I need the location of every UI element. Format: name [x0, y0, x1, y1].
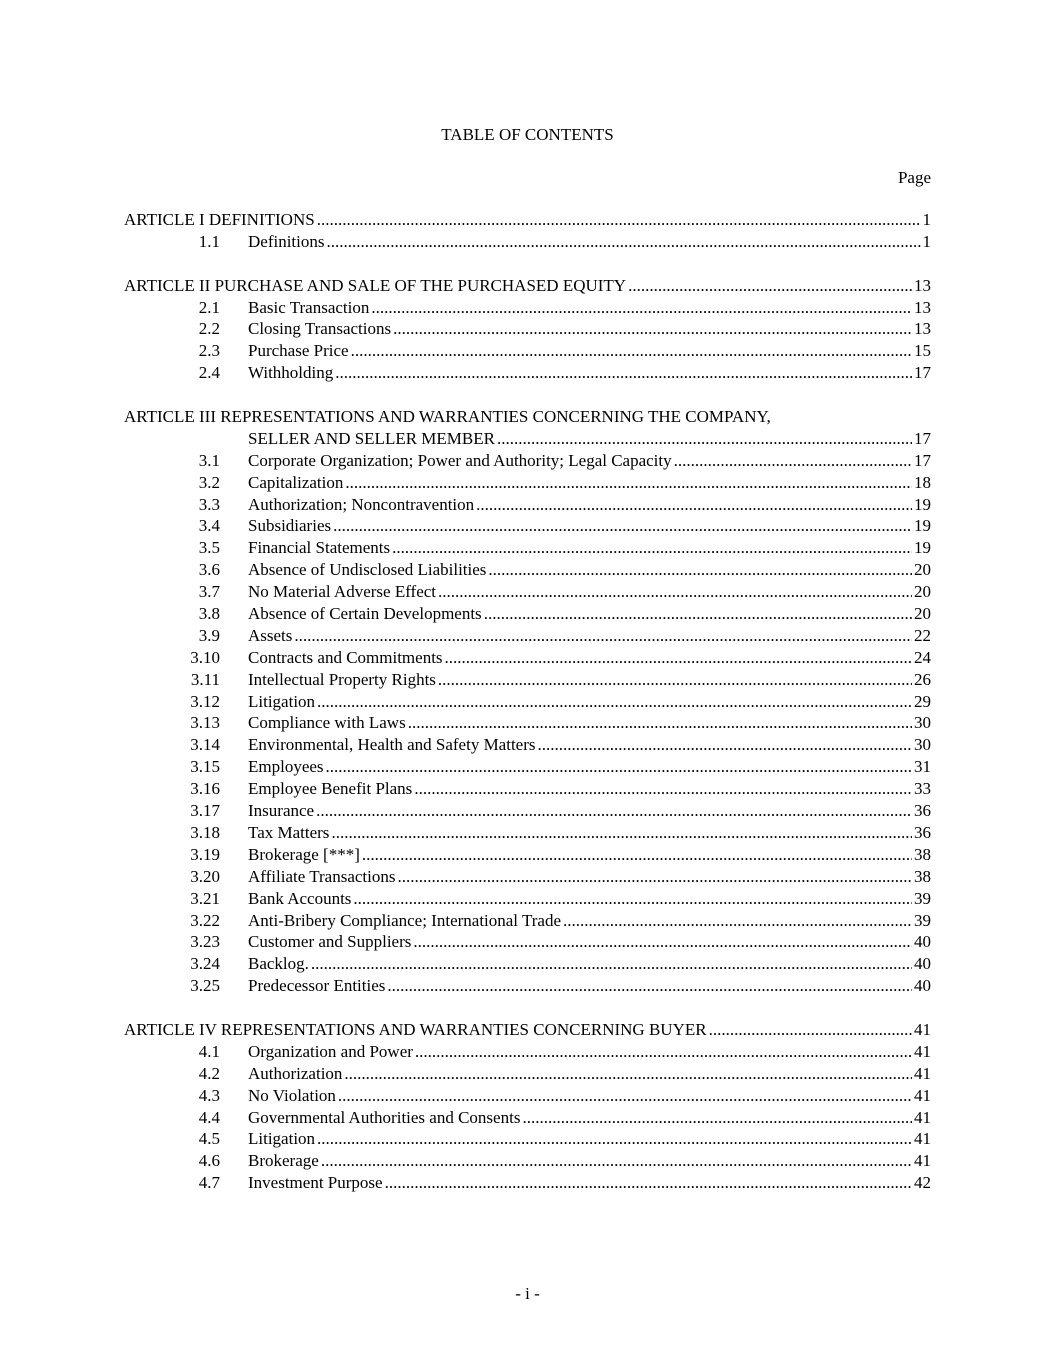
- toc-section[interactable]: [124, 297, 931, 319]
- section-number: 3.6: [198, 560, 220, 580]
- article-heading-continued: SELLER AND SELLER MEMBER: [248, 428, 495, 448]
- toc-section[interactable]: [124, 647, 931, 669]
- toc-section[interactable]: [124, 1172, 931, 1194]
- section-number: 3.14: [190, 735, 220, 755]
- page-footer: - i -: [515, 1284, 540, 1303]
- section-title: Customer and Suppliers: [248, 932, 412, 952]
- dot-leader: [438, 581, 912, 603]
- page-number: 41: [914, 1063, 931, 1083]
- section-title: Affiliate Transactions: [248, 866, 396, 886]
- dot-leader: [331, 822, 912, 844]
- toc-section[interactable]: [124, 318, 931, 340]
- toc-section[interactable]: [124, 231, 931, 253]
- section-title: Litigation: [248, 1129, 316, 1149]
- page-number: 30: [914, 713, 931, 733]
- dot-leader: [338, 1085, 912, 1107]
- toc-section[interactable]: [124, 756, 931, 778]
- dot-leader: [317, 691, 912, 713]
- dot-leader: [351, 340, 912, 362]
- page-number: 41: [914, 1107, 931, 1127]
- dot-leader: [326, 756, 912, 778]
- section-number: 3.12: [190, 691, 220, 711]
- dot-leader: [345, 472, 912, 494]
- toc-section[interactable]: [124, 866, 931, 888]
- section-number: 3.22: [190, 910, 220, 930]
- toc-section[interactable]: [124, 822, 931, 844]
- page-number: 13: [914, 297, 931, 317]
- dot-leader: [344, 1063, 912, 1085]
- page-number: 19: [914, 494, 931, 514]
- section-number: 3.7: [198, 582, 220, 602]
- toc-section[interactable]: [124, 953, 931, 975]
- section-number: 4.4: [198, 1107, 220, 1127]
- section-number: 1.1: [198, 231, 220, 251]
- page-column-label: Page: [897, 168, 931, 187]
- dot-leader: [321, 1150, 912, 1172]
- section-number: 2.4: [198, 363, 220, 383]
- dot-leader: [387, 975, 912, 997]
- section-title: Litigation: [248, 691, 316, 711]
- toc-section[interactable]: [124, 340, 931, 362]
- page-number: 39: [914, 888, 931, 908]
- toc-section[interactable]: [124, 888, 931, 910]
- page-number: 31: [914, 757, 931, 777]
- page-number: 20: [914, 560, 931, 580]
- section-number: 2.3: [198, 341, 220, 361]
- dot-leader: [385, 1172, 912, 1194]
- page-number: 13: [914, 319, 931, 339]
- toc-section[interactable]: [124, 778, 931, 800]
- page-number: 30: [914, 735, 931, 755]
- page-number: 15: [914, 341, 931, 361]
- dot-leader: [317, 1128, 912, 1150]
- section-number: 3.18: [190, 822, 220, 842]
- section-number: 4.1: [198, 1041, 220, 1061]
- page-number: 39: [914, 910, 931, 930]
- section-number: 3.3: [198, 494, 220, 514]
- dot-leader: [371, 297, 912, 319]
- page-number: 1: [922, 231, 931, 251]
- section-number: 2.2: [198, 319, 220, 339]
- section-title: Purchase Price: [248, 341, 349, 361]
- dot-leader: [709, 1019, 912, 1041]
- page-number: 24: [914, 647, 931, 667]
- section-title: Corporate Organization; Power and Authority; Legal Capacity: [248, 450, 672, 470]
- section-number: 3.20: [190, 866, 220, 886]
- section-title: Authorization: [248, 1063, 343, 1083]
- toc-section[interactable]: [124, 844, 931, 866]
- section-title: Anti-Bribery Compliance; International Trade: [248, 910, 562, 930]
- dot-leader: [316, 800, 912, 822]
- section-title: Bank Accounts: [248, 888, 352, 908]
- section-number: 3.21: [190, 888, 220, 908]
- section-title: Absence of Undisclosed Liabilities: [248, 560, 487, 580]
- toc-section[interactable]: [124, 1128, 931, 1150]
- dot-leader: [445, 647, 912, 669]
- section-title: Authorization; Noncontravention: [248, 494, 475, 514]
- dot-leader: [484, 603, 912, 625]
- page-number: 18: [914, 472, 931, 492]
- page-number: 41: [914, 1041, 931, 1061]
- toc-section[interactable]: [124, 625, 931, 647]
- section-number: 3.13: [190, 713, 220, 733]
- page-number: 42: [914, 1173, 931, 1193]
- toc-section[interactable]: [124, 910, 931, 932]
- section-number: 4.2: [198, 1063, 220, 1083]
- section-number: 2.1: [198, 297, 220, 317]
- toc-article[interactable]: [124, 1019, 931, 1041]
- dot-leader: [628, 275, 912, 297]
- toc-section[interactable]: [124, 559, 931, 581]
- dot-leader: [476, 494, 912, 516]
- section-number: 3.17: [190, 801, 220, 821]
- section-number: 3.16: [190, 779, 220, 799]
- dot-leader: [294, 625, 912, 647]
- toc-section[interactable]: [124, 931, 931, 953]
- section-title: Insurance: [248, 801, 315, 821]
- section-title: Governmental Authorities and Consents: [248, 1107, 521, 1127]
- page-number: 19: [914, 516, 931, 536]
- page-number: 36: [914, 822, 931, 842]
- dot-leader: [311, 953, 912, 975]
- page-number: 41: [914, 1019, 931, 1039]
- section-title: Employees: [248, 757, 324, 777]
- section-title: Contracts and Commitments: [248, 647, 443, 667]
- toc-section[interactable]: [124, 515, 931, 537]
- toc-section[interactable]: [124, 1107, 931, 1129]
- toc-article[interactable]: [124, 275, 931, 297]
- dot-leader: [335, 362, 912, 384]
- toc-section[interactable]: [124, 472, 931, 494]
- page-number: 19: [914, 538, 931, 558]
- dot-leader: [392, 537, 912, 559]
- section-title: Closing Transactions: [248, 319, 392, 339]
- page-number: 40: [914, 932, 931, 952]
- section-title: Capitalization: [248, 472, 344, 492]
- section-title: Compliance with Laws: [248, 713, 406, 733]
- dot-leader: [393, 318, 912, 340]
- section-title: Brokerage: [248, 1151, 319, 1171]
- toc-section[interactable]: [124, 537, 931, 559]
- toc-section[interactable]: [124, 975, 931, 997]
- page-number: 38: [914, 866, 931, 886]
- section-title: Employee Benefit Plans: [248, 779, 413, 799]
- section-number: 3.11: [190, 669, 220, 689]
- dot-leader: [497, 428, 912, 450]
- toc-section[interactable]: [124, 450, 931, 472]
- toc-section[interactable]: [124, 1041, 931, 1063]
- section-title: Brokerage [***]: [248, 844, 360, 864]
- page-number: 41: [914, 1129, 931, 1149]
- page-number: 22: [914, 625, 931, 645]
- page-number: 40: [914, 954, 931, 974]
- article-heading: ARTICLE IV REPRESENTATIONS AND WARRANTIES CONCERNING BUYER: [124, 1019, 707, 1039]
- page-number: 33: [914, 779, 931, 799]
- toc-section[interactable]: [124, 581, 931, 603]
- toc-article[interactable]: [124, 406, 931, 428]
- section-title: Organization and Power: [248, 1041, 413, 1061]
- section-title: No Material Adverse Effect: [248, 582, 437, 602]
- section-title: Tax Matters: [248, 822, 330, 842]
- toc-article[interactable]: [124, 209, 931, 231]
- dot-leader: [438, 669, 912, 691]
- section-title: Absence of Certain Developments: [248, 604, 482, 624]
- dot-leader: [414, 778, 912, 800]
- section-number: 4.7: [198, 1173, 220, 1193]
- toc-title: TABLE OF CONTENTS: [441, 125, 614, 144]
- section-title: Assets: [248, 625, 293, 645]
- section-title: No Violation: [248, 1085, 336, 1105]
- section-number: 3.24: [190, 954, 220, 974]
- dot-leader: [408, 712, 912, 734]
- section-title: Backlog.: [248, 954, 309, 974]
- section-title: Intellectual Property Rights: [248, 669, 436, 689]
- section-title: Withholding: [248, 363, 334, 383]
- section-number: 3.9: [198, 625, 220, 645]
- article-heading: ARTICLE III REPRESENTATIONS AND WARRANTIES CONCERNING THE COMPANY,: [124, 407, 771, 427]
- dot-leader: [563, 910, 912, 932]
- dot-leader: [353, 888, 912, 910]
- section-number: 4.3: [198, 1085, 220, 1105]
- page-number: 40: [914, 976, 931, 996]
- page-number: 20: [914, 604, 931, 624]
- toc-section[interactable]: [124, 800, 931, 822]
- dot-leader: [488, 559, 912, 581]
- page-number: 17: [914, 450, 931, 470]
- dot-leader: [522, 1107, 912, 1129]
- dot-leader: [317, 209, 921, 231]
- section-number: 4.6: [198, 1151, 220, 1171]
- toc-section[interactable]: [124, 362, 931, 384]
- section-number: 3.8: [198, 604, 220, 624]
- section-number: 3.19: [190, 844, 220, 864]
- toc-section[interactable]: [124, 691, 931, 713]
- toc-section[interactable]: [124, 603, 931, 625]
- dot-leader: [674, 450, 912, 472]
- page-number: 29: [914, 691, 931, 711]
- toc-list: [124, 209, 931, 1194]
- page-number: 36: [914, 801, 931, 821]
- section-number: 3.4: [198, 516, 220, 536]
- section-number: 3.2: [198, 472, 220, 492]
- section-title: Definitions: [248, 231, 325, 251]
- section-number: 3.1: [198, 450, 220, 470]
- toc-section[interactable]: [124, 1085, 931, 1107]
- page-number: 20: [914, 582, 931, 602]
- section-number: 3.23: [190, 932, 220, 952]
- dot-leader: [397, 866, 912, 888]
- section-title: Basic Transaction: [248, 297, 370, 317]
- section-title: Subsidiaries: [248, 516, 332, 536]
- section-number: 3.5: [198, 538, 220, 558]
- section-title: Investment Purpose: [248, 1173, 383, 1193]
- toc-article-continued[interactable]: [124, 428, 931, 450]
- toc-section[interactable]: [124, 1063, 931, 1085]
- page-number: 13: [914, 275, 931, 295]
- dot-leader: [362, 844, 912, 866]
- toc-section[interactable]: [124, 1150, 931, 1172]
- toc-section[interactable]: [124, 494, 931, 516]
- section-number: 4.5: [198, 1129, 220, 1149]
- toc-section[interactable]: [124, 734, 931, 756]
- article-heading: ARTICLE II PURCHASE AND SALE OF THE PURCHASED EQUITY: [124, 275, 627, 295]
- page-number: 26: [914, 669, 931, 689]
- section-title: Financial Statements: [248, 538, 391, 558]
- page-number: 41: [914, 1085, 931, 1105]
- dot-leader: [327, 231, 921, 253]
- dot-leader: [333, 515, 912, 537]
- dot-leader: [413, 931, 912, 953]
- section-number: 3.25: [190, 976, 220, 996]
- page-number: 41: [914, 1151, 931, 1171]
- toc-section[interactable]: [124, 669, 931, 691]
- dot-leader: [538, 734, 913, 756]
- section-title: Predecessor Entities: [248, 976, 386, 996]
- page-number: 17: [914, 363, 931, 383]
- section-title: Environmental, Health and Safety Matters: [248, 735, 536, 755]
- dot-leader: [415, 1041, 912, 1063]
- section-number: 3.15: [190, 757, 220, 777]
- toc-section[interactable]: [124, 712, 931, 734]
- page-number: 38: [914, 844, 931, 864]
- page-number: 17: [914, 428, 931, 448]
- article-heading: ARTICLE I DEFINITIONS: [124, 210, 315, 229]
- section-number: 3.10: [190, 647, 220, 667]
- page-number: 1: [922, 210, 931, 229]
